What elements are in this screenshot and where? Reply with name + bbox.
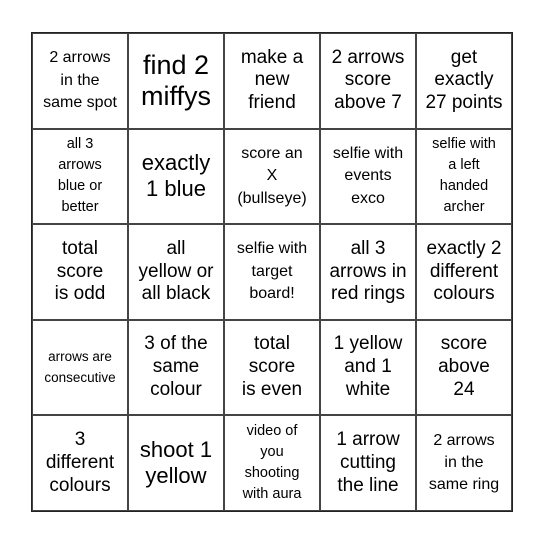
- bingo-cell-label: score above 24: [438, 333, 490, 400]
- bingo-cell[interactable]: [32, 415, 128, 511]
- bingo-cell[interactable]: [224, 129, 320, 225]
- bingo-cell-label: video of you shooting with aura: [242, 423, 302, 503]
- bingo-cell-label: make a new friend: [240, 46, 304, 114]
- bingo-cell-label: arrows are consecutive: [44, 348, 116, 385]
- bingo-cell-label: get exactly 27 points: [425, 46, 503, 114]
- bingo-cell[interactable]: [416, 320, 512, 416]
- bingo-cell-label: all yellow or all black: [138, 237, 214, 305]
- bingo-cell-label: 1 arrow cutting the line: [336, 428, 400, 496]
- bingo-cell-label: 3 different colours: [45, 428, 115, 496]
- bingo-cell[interactable]: [224, 33, 320, 129]
- bingo-cell[interactable]: [128, 224, 224, 320]
- bingo-cell[interactable]: [128, 415, 224, 511]
- bingo-cell[interactable]: [224, 320, 320, 416]
- bingo-cell-label: shoot 1 yellow: [139, 436, 213, 489]
- bingo-cell-label: 3 of the same colour: [144, 333, 208, 400]
- bingo-cell[interactable]: [128, 320, 224, 416]
- bingo-cell-label: 1 yellow and 1 white: [333, 333, 403, 400]
- bingo-cell-label: total score is odd: [54, 237, 106, 305]
- bingo-board: [31, 32, 513, 512]
- bingo-cell-label: total score is even: [241, 333, 303, 400]
- bingo-cell-label: 2 arrows in the same ring: [428, 431, 500, 494]
- bingo-cell[interactable]: [32, 320, 128, 416]
- bingo-cell[interactable]: [128, 33, 224, 129]
- bingo-cell[interactable]: [32, 33, 128, 129]
- bingo-cell[interactable]: [320, 320, 416, 416]
- bingo-cell[interactable]: [320, 415, 416, 511]
- bingo-cell[interactable]: [224, 415, 320, 511]
- bingo-cell[interactable]: [128, 129, 224, 225]
- bingo-cell[interactable]: [320, 224, 416, 320]
- bingo-cell-label: 2 arrows in the same spot: [43, 49, 117, 111]
- bingo-cell-label: score an X (bullseye): [237, 144, 307, 207]
- bingo-cell[interactable]: [416, 129, 512, 225]
- bingo-cell[interactable]: [416, 415, 512, 511]
- bingo-cell[interactable]: [416, 33, 512, 129]
- bingo-cell[interactable]: [32, 129, 128, 225]
- bingo-cell-label: selfie with events exco: [332, 144, 404, 207]
- bingo-cell-label: selfie with a left handed archer: [432, 136, 496, 216]
- bingo-cell-label: exactly 1 blue: [141, 150, 211, 202]
- bingo-cell-label: selfie with target board!: [236, 240, 308, 303]
- bingo-cell-label: exactly 2 different colours: [426, 237, 502, 305]
- bingo-cell[interactable]: [224, 224, 320, 320]
- bingo-cell[interactable]: [32, 224, 128, 320]
- bingo-cell-label: 2 arrows score above 7: [331, 46, 405, 114]
- bingo-cell-label: all 3 arrows in red rings: [329, 237, 407, 305]
- bingo-cell-label: find 2 miffys: [140, 49, 211, 111]
- bingo-cell[interactable]: [320, 129, 416, 225]
- bingo-cell[interactable]: [416, 224, 512, 320]
- bingo-cell-label: all 3 arrows blue or better: [57, 136, 103, 216]
- bingo-cell[interactable]: [320, 33, 416, 129]
